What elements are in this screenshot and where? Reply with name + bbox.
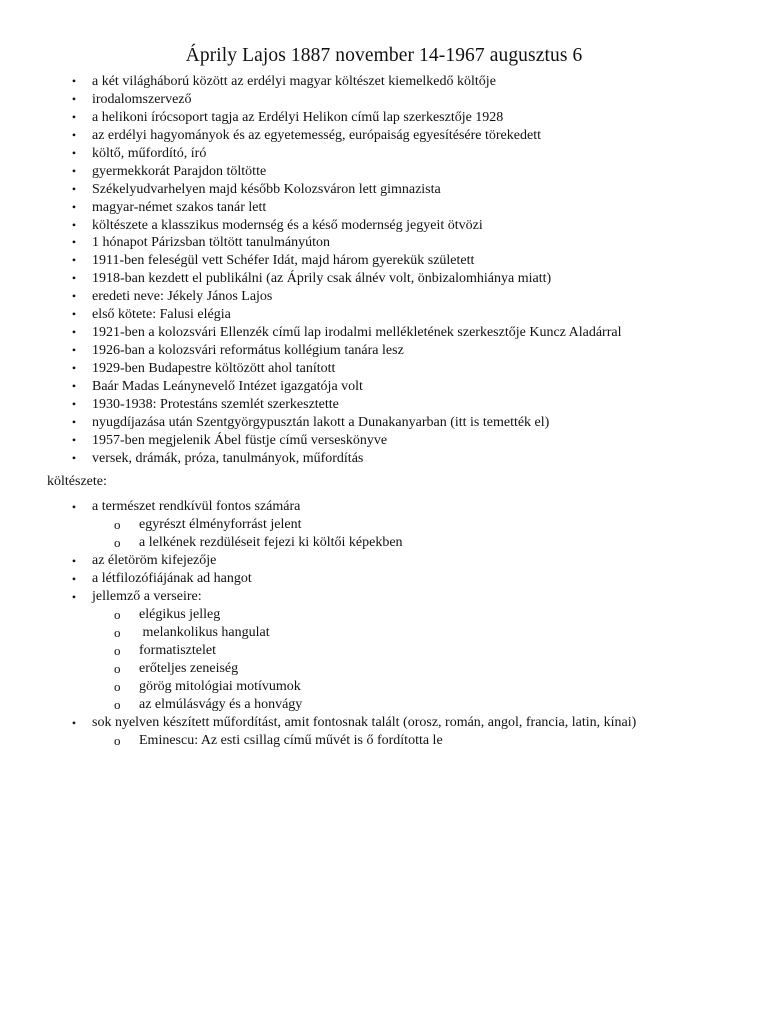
list-item-text: az életöröm kifejezője xyxy=(92,553,217,568)
bullet-icon: • xyxy=(71,145,77,160)
bullet-icon: • xyxy=(71,181,77,196)
circle-bullet-icon: o xyxy=(114,733,121,748)
circle-bullet-icon: o xyxy=(114,535,121,550)
bullet-icon: • xyxy=(71,432,77,447)
sub-list-item-text: formatisztelet xyxy=(139,643,216,658)
list-item-text: magyar-német szakos tanár lett xyxy=(92,199,267,215)
bullet-icon: • xyxy=(71,378,77,393)
list-item xyxy=(0,378,768,396)
bullet-icon: • xyxy=(71,572,77,586)
sub-list-item-text: elégikus jelleg xyxy=(139,607,221,622)
sub-list-item-text: a lelkének rezdüléseit fejezi ki költői képekben xyxy=(139,535,403,550)
circle-bullet-icon: o xyxy=(114,697,121,712)
list-item-text: 1926-ban a kolozsvári református kollégium tanára lesz xyxy=(92,343,404,359)
list-item xyxy=(0,396,768,414)
sub-list-item-text: görög mitológiai motívumok xyxy=(139,679,301,694)
list-item-text: 1930-1938: Protestáns szemlét szerkesztette xyxy=(92,396,339,412)
list-item xyxy=(0,432,768,450)
list-item-text: 1 hónapot Párizsban töltött tanulmányúton xyxy=(92,235,330,251)
list-item xyxy=(0,127,768,145)
list-item-text: 1911-ben feleségül vett Schéfer Idát, majd három gyerekük született xyxy=(92,253,475,269)
list-item-text: Székelyudvarhelyen majd később Kolozsváron lett gimnazista xyxy=(92,181,441,197)
list-item-text: eredeti neve: Jékely János Lajos xyxy=(92,289,273,305)
sub-list-item-text: melankolikus hangulat xyxy=(139,625,270,640)
sub-list-item xyxy=(0,606,768,624)
bullet-icon: • xyxy=(71,163,77,178)
list-item xyxy=(0,199,768,217)
bullet-icon: • xyxy=(71,109,77,124)
bullet-icon: • xyxy=(71,289,77,304)
list-item xyxy=(0,252,768,270)
circle-bullet-icon: o xyxy=(114,607,121,622)
bullet-icon: • xyxy=(71,307,77,322)
list-item xyxy=(0,498,768,552)
bullet-icon: • xyxy=(71,554,77,568)
list-item xyxy=(0,217,768,235)
bullet-icon: • xyxy=(71,91,77,106)
list-item-text: versek, drámák, próza, tanulmányok, műfordítás xyxy=(92,450,364,466)
list-item-text: a két világháború között az erdélyi magyar költészet kiemelkedő költője xyxy=(92,74,496,89)
sub-list-item xyxy=(0,642,768,660)
sub-list-item-text: erőteljes zeneiség xyxy=(139,661,239,676)
bullet-icon: • xyxy=(71,217,77,232)
list-item xyxy=(0,306,768,324)
bullet-icon: • xyxy=(71,343,77,358)
list-item-text: nyugdíjazása után Szentgyörgypusztán lakott a Dunakanyarban (itt is temették el) xyxy=(92,414,550,430)
list-item-text: a létfilozófiájának ad hangot xyxy=(92,571,252,586)
poetry-list xyxy=(0,498,768,750)
page-title: Áprily Lajos 1887 november 14-1967 augusztus 6 xyxy=(185,45,583,66)
bullet-icon: • xyxy=(71,450,77,465)
list-item xyxy=(0,360,768,378)
list-item xyxy=(0,145,768,163)
list-item-text: Baár Madas Leánynevelő Intézet igazgatója volt xyxy=(92,378,363,394)
list-item-text: 1921-ben a kolozsvári Ellenzék című lap irodalmi mellékletének szerkesztője Kuncz Aladárral xyxy=(92,325,622,341)
sub-list-item xyxy=(0,732,768,750)
bullet-icon: • xyxy=(71,199,77,214)
list-item-text: irodalomszervező xyxy=(92,91,192,107)
list-item xyxy=(0,450,768,468)
circle-bullet-icon: o xyxy=(114,661,121,676)
list-item xyxy=(0,714,768,750)
circle-bullet-icon: o xyxy=(114,643,121,658)
circle-bullet-icon: o xyxy=(114,517,121,532)
list-item-text: 1929-ben Budapestre költözött ahol tanított xyxy=(92,361,336,376)
sub-list xyxy=(0,732,768,750)
list-item-text: a természet rendkívül fontos számára xyxy=(92,499,301,514)
sub-list xyxy=(0,606,768,714)
sub-list-item xyxy=(0,534,768,552)
list-item xyxy=(0,288,768,306)
list-item-text: jellemző a verseire: xyxy=(92,589,202,604)
bullet-icon: • xyxy=(71,716,77,730)
list-item xyxy=(0,73,768,91)
list-item-text: az erdélyi hagyományok és az egyetemesség, európaiság egyesítésére törekedett xyxy=(92,127,541,143)
list-item xyxy=(0,181,768,199)
list-item-text: első kötete: Falusi elégia xyxy=(92,307,231,323)
list-item xyxy=(0,163,768,181)
list-item-text: gyermekkorát Parajdon töltötte xyxy=(92,163,267,179)
list-item xyxy=(0,342,768,360)
list-item-text: 1918-ban kezdett el publikálni (az Áprily csak álnév volt, önbizalomhiánya miatt) xyxy=(92,271,552,287)
bullet-icon: • xyxy=(71,590,77,604)
sub-list-item-text: Eminescu: Az esti csillag című művét is ő fordította le xyxy=(139,733,443,748)
bullet-icon: • xyxy=(71,325,77,340)
bullet-icon: • xyxy=(71,396,77,411)
bullet-icon: • xyxy=(71,500,77,514)
sub-list-item xyxy=(0,696,768,714)
bullet-icon: • xyxy=(71,414,77,429)
bullet-icon: • xyxy=(71,271,77,286)
bullet-icon: • xyxy=(71,235,77,250)
list-item-text: költő, műfordító, író xyxy=(92,145,207,161)
sub-list-item xyxy=(0,660,768,678)
bullet-icon: • xyxy=(71,253,77,268)
list-item-text: sok nyelven készített műfordítást, amit fontosnak talált (orosz, román, angol, francia, latin, kínai) xyxy=(92,715,637,730)
list-item xyxy=(0,270,768,288)
list-item-text: költészete a klasszikus modernség és a késő modernség jegyeit ötvözi xyxy=(92,217,483,233)
list-item-text: a helikoni írócsoport tagja az Erdélyi Helikon című lap szerkesztője 1928 xyxy=(92,109,504,125)
list-item xyxy=(0,588,768,714)
section-label-kolteszete: költészete: xyxy=(47,474,107,489)
list-item xyxy=(0,234,768,252)
biography-list xyxy=(0,73,768,468)
list-item xyxy=(0,570,768,588)
list-item xyxy=(0,91,768,109)
sub-list-item-text: egyrészt élményforrást jelent xyxy=(139,517,302,532)
bullet-icon: • xyxy=(71,74,77,88)
bullet-icon: • xyxy=(71,127,77,142)
sub-list-item xyxy=(0,624,768,642)
bullet-icon: • xyxy=(71,361,77,375)
sub-list-item-text: az elmúlásvágy és a honvágy xyxy=(139,697,303,712)
list-item xyxy=(0,109,768,127)
list-item xyxy=(0,552,768,570)
circle-bullet-icon: o xyxy=(114,625,121,640)
sub-list xyxy=(0,516,768,552)
circle-bullet-icon: o xyxy=(114,679,121,694)
sub-list-item xyxy=(0,516,768,534)
list-item xyxy=(0,324,768,342)
list-item-text: 1957-ben megjelenik Ábel füstje című verseskönyve xyxy=(92,432,388,448)
list-item xyxy=(0,414,768,432)
sub-list-item xyxy=(0,678,768,696)
